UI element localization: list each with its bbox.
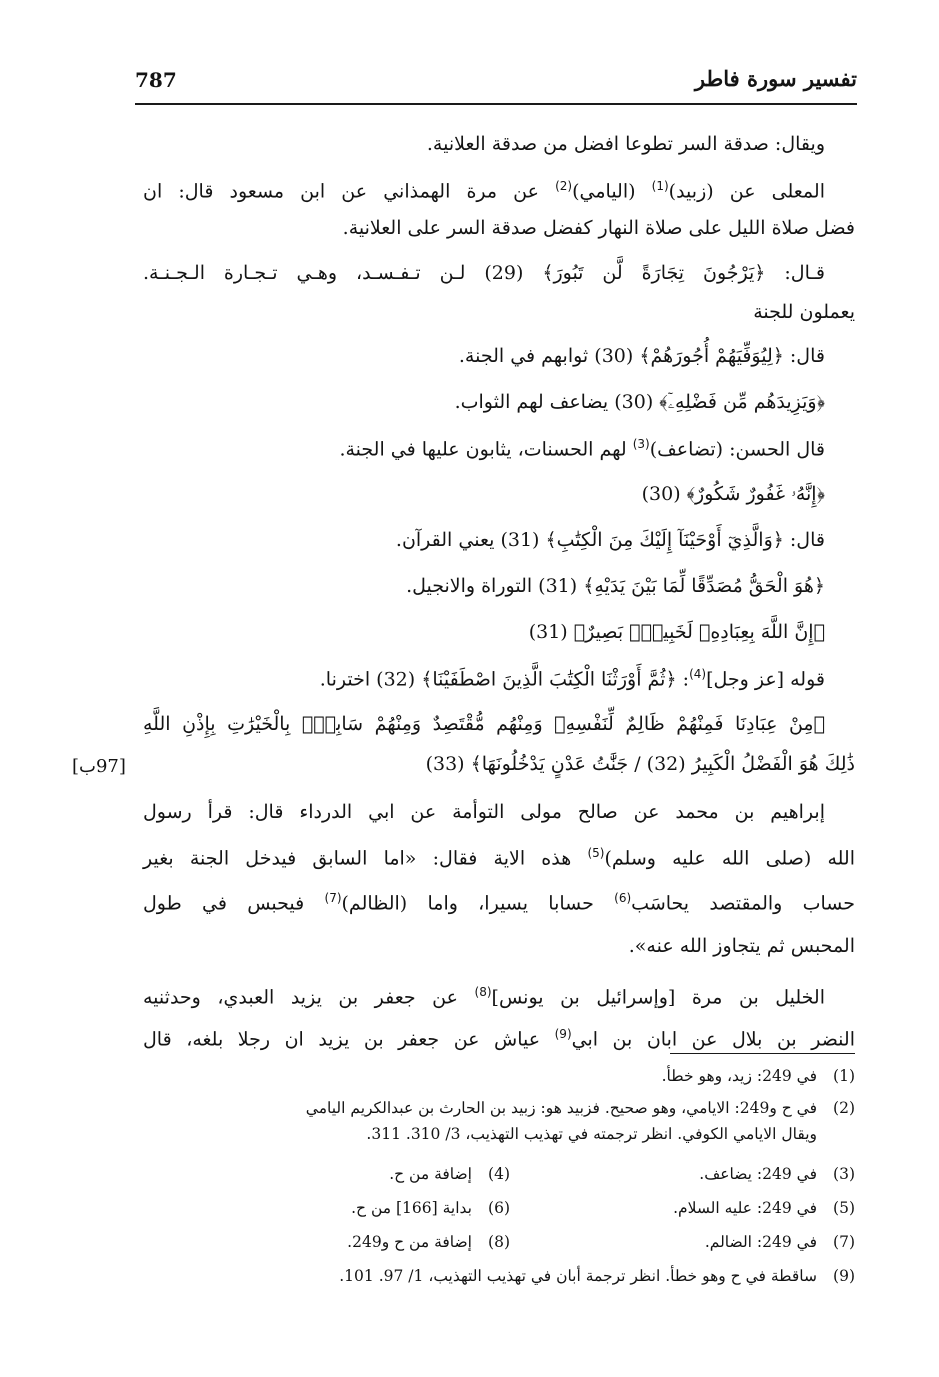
text-line: ذَٰلِكَ هُوَ الْفَضْلُ الْكَبِيرُ (32) / جَنَّٰتُ عَدْنٍ يَدْخُلُونَهَا﴾ (33)	[425, 753, 855, 775]
footnote-marker: (9)	[554, 1027, 572, 1041]
text-line: النضر بن بلال عن ابان بن ابي$^{(9)}$ عياش عن جعفر بن يزيد ان رجلا بلغه، قال	[143, 1027, 855, 1051]
text-line: ﴿وَيَزِيدَهُم مِّن فَضْلِهِۦٓ﴾ (30) يضاعف لهم الثواب.	[454, 391, 825, 413]
text-line: قـال: ﴿يَرْجُونَ تِجَارَةً لَّن تَبُورَ﴾ (29) لـن تـفـسـد، وهـي تـجـارة الـجـنـة.	[143, 262, 826, 284]
footnote: (9)ساقطة في ح وهو خطأ. انظر ترجمة أبان في تهذيب التهذيب، 1/ 97. 101.	[339, 1267, 855, 1285]
footnote-marker: (3)	[632, 437, 650, 451]
text-line: الخليل بن مرة [وإسرائيل بن يونس]$^{(8)}$ عن جعفر بن يزيد العبدي، وحدثنيه	[143, 985, 825, 1009]
text-line: إبراهيم بن محمد عن صالح مولى التوأمة عن ابي الدرداء قال: قرأ رسول	[143, 801, 825, 823]
text-line: الله (صلى الله عليه وسلم)$^{(5)}$ هذه الاية فقال: «اما السابق فيدخل الجنة بغير	[143, 846, 855, 870]
footnote-rule	[670, 1053, 855, 1054]
text-line: يعملون للجنة	[753, 301, 855, 323]
text-line: ﴿هُوَ الْحَقُّ مُصَدِّقًا لِّمَا بَيْنَ يَدَيْهِ﴾ (31) التوراة والانجيل.	[406, 575, 825, 597]
text-line: حساب والمقتصد يحاسَب$^{(6)}$ حسابا يسيرا، واما (الظالم)$^{(7)}$ فيحبس في طول	[143, 891, 855, 915]
footnote-marker: (5)	[587, 846, 605, 860]
text-line: قال: ﴿لِيُوَفِّيَهُمْ أُجُورَهُمْ﴾ (30) ثوابهم في الجنة.	[458, 345, 825, 367]
text-line: قال الحسن: (تضاعف)$^{(3)}$ لهم الحسنات، يثابون عليها في الجنة.	[339, 437, 825, 461]
text-line: ﴿مِنْ عِبَادِنَا فَمِنْهُمْ ظَالِمٌ لِّنَفْسِهِۦ وَمِنْهُم مُّقْتَصِدٌ وَمِنْهُمْ سَابِقٌۢ بِالْخَيْرَٰتِ بِإِذْنِ اللَّهِ	[143, 713, 825, 735]
footnote: (8)إضافة من ح و249.	[347, 1233, 510, 1251]
footnote-continuation: ويقال الايامي الكوفي. انظر ترجمته في تهذيب التهذيب، 3/ 310. 311.	[366, 1125, 817, 1143]
footnote-marker: (4)	[689, 667, 707, 681]
footnote: (5)في 249: عليه السلام.	[673, 1199, 855, 1217]
footnote: (4)إضافة من ح.	[389, 1165, 510, 1183]
text-line: المحبس ثم يتجاوز الله عنه».	[628, 935, 855, 957]
footnote: (6)بداية [166] من ح.	[351, 1199, 510, 1217]
text-line: فضل صلاة الليل على صلاة النهار كفضل صدقة السر على العلانية.	[342, 217, 855, 239]
footnote: (7)في 249: الضالم.	[704, 1233, 855, 1251]
footnote: (1)في 249: زيد، وهو خطأ.	[661, 1067, 855, 1085]
text-line: قال: ﴿وَالَّذِيٓ أَوْحَيْنَآ إِلَيْكَ مِنَ الْكِتَٰبِ﴾ (31) يعني القرآن.	[395, 529, 825, 551]
text-line: قوله [عز وجل]$^{(4)}$: ﴿ثُمَّ أَوْرَثْنَا الْكِتَٰبَ الَّذِينَ اصْطَفَيْنَا﴾ (32) اخترنا.	[319, 667, 825, 691]
footnote-marker: (6)	[614, 891, 632, 905]
footnote: (3)في 249: يضاعف.	[699, 1165, 855, 1183]
header-rule	[135, 103, 857, 105]
text-line: المعلى عن (زبيد)$^{(1)}$ (اليامي)$^{(2)}$ عن مرة الهمذاني عن ابن مسعود قال: ان	[143, 179, 825, 203]
footnote-marker: (2)	[555, 179, 573, 193]
text-line: ويقال: صدقة السر تطوعا افضل من صدقة العلانية.	[426, 133, 825, 155]
footnote: (2)في ح و249: الايامي، وهو صحيح. فزبيد هو: زبيد بن الحارث بن عبدالكريم اليامي	[305, 1099, 855, 1117]
text-line: ﴿إِنَّ اللَّهَ بِعِبَادِهِۦ لَخَبِيرٌۢ بَصِيرٌ﴾ (31)	[528, 621, 825, 643]
page-number: 787	[135, 68, 177, 92]
running-title: تفسير سورة فاطر	[694, 66, 857, 91]
footnote-marker: (1)	[651, 179, 669, 193]
manuscript-folio-ref: [97ب]	[72, 756, 126, 777]
footnote-marker: (7)	[324, 891, 342, 905]
page-header	[135, 62, 857, 102]
text-line: ﴿إِنَّهُۥ غَفُورٌ شَكُورٌ﴾ (30)	[641, 483, 825, 505]
footnote-marker: (8)	[474, 985, 492, 999]
